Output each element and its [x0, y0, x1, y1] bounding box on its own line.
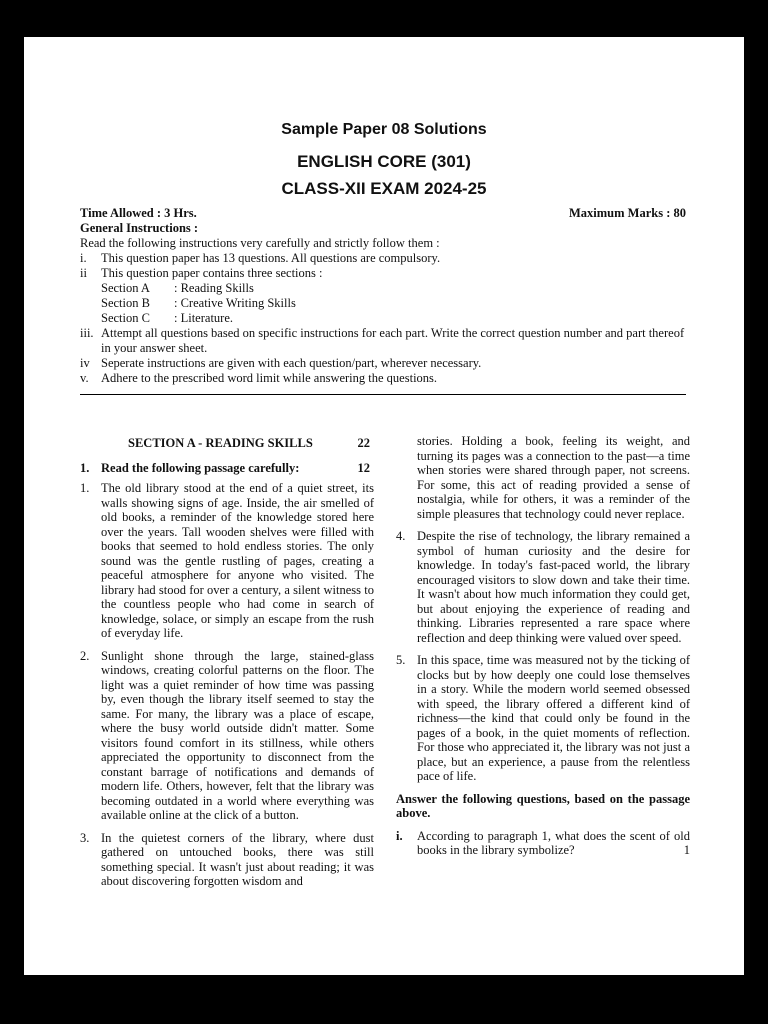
section-a-marks: 22 [357, 436, 370, 450]
passage-paragraph-5: 5. In this space, time was measured not by the ticking of clocks but by how deeply one could lose themselves in a story. While the modern world seemed obsessed with speed, the library offered a different kind of richness—the kind that could only be found in the pages of a book, in the quiet moments of reflection. For those who appreciated it, the library was not just a place, but an experience, a pause from the relentless pace of life. [396, 653, 690, 783]
subject-title: ENGLISH CORE (301) [297, 152, 471, 171]
section-entry: Section C : Literature. [101, 311, 233, 325]
right-column [396, 434, 690, 858]
section-entry: Section B : Creative Writing Skills [101, 296, 296, 310]
instructions-block [80, 206, 686, 386]
instruction-item: iii. Attempt all questions based on specific instructions for each part. Write the correct question number and part thereof in your answer sheet. [80, 326, 685, 355]
time-marks-row [80, 206, 686, 221]
question-i-text: According to paragraph 1, what does the scent of old books in the library symbolize? [417, 828, 690, 857]
instructions-intro: Read the following instructions very carefully and strictly follow them : [80, 236, 440, 250]
time-allowed: Time Allowed : 3 Hrs. [80, 206, 197, 220]
passage-paragraph-4: 4. Despite the rise of technology, the library remained a symbol of human curiosity and the desire for knowledge. In today's fast-paced world, the library encouraged visitors to slow down and take their time. It wasn't about how much information they could get, but about enjoying the experience of reading and thinking. Libraries represented a rare space where reflection and deep thinking were valued over speed. [396, 529, 690, 645]
passage-paragraph-2: 2. Sunlight shone through the large, stained-glass windows, creating colorful patterns on the floor. The light was a quiet reminder of how time was passing by, even though the library itself seemed to stay the same. For many, the library was a place of escape, where the busy world outside didn't matter. Some visitors found comfort in its stillness, while others appreciated the opportunity to disconnect from the constant barrage of notifications and demands of modern life. Others, however, felt that the library was becoming outdated in a world where everything was available online at the click of a button. [80, 648, 374, 822]
passage-paragraph-3-continued: stories. Holding a book, feeling its weight, and turning its pages was a connection to the past—a time when stories were shared through paper, not screens. For some, this act of reading provided a sense of nostalgia, while for others, it was a reminder of the simple pleasures that technology could never replace. [417, 434, 690, 521]
question-1-marks: 12 [357, 460, 370, 475]
instruction-item: v. Adhere to the prescribed word limit while answering the questions. [80, 371, 438, 385]
passage-paragraph-3: 3. In the quietest corners of the library, where dust gathered on untouched books, there was still something special. It wasn't just about reading; it was about discovering forgotten wisdom and [80, 830, 374, 888]
question-i: i. According to paragraph 1, what does the scent of old books in the library symbolize? 1 [396, 828, 690, 857]
question-1-heading: 1. Read the following passage carefully: 12 [80, 461, 374, 476]
instruction-item: iv Seperate instructions are given with each question/part, wherever necessary. [80, 356, 482, 370]
instruction-item: ii This question paper contains three sections : [80, 266, 323, 280]
left-column [80, 436, 374, 897]
exam-title: CLASS-XII EXAM 2024-25 [281, 179, 487, 198]
general-instructions-heading: General Instructions : [80, 221, 199, 235]
instruction-item: i. This question paper has 13 questions. All questions are compulsory. [80, 251, 441, 265]
maximum-marks: Maximum Marks : 80 [569, 206, 686, 220]
passage-paragraph-1: 1. The old library stood at the end of a quiet street, its walls showing signs of age. Inside, the air smelled of old books, a reminder of the knowledge stored here over the years. Tall wooden shelves were filled with books that seemed to hold endless stories. The only sound was the gentle rustling of pages, creating a peaceful atmosphere for anyone who visited. The library had stood for over a century, a silent witness to the countless people who had come in search of knowledge, solace, or simply an escape from the rush of everyday life. [80, 481, 374, 640]
answer-instruction: Answer the following questions, based on the passage above. [396, 791, 690, 820]
document-page [24, 37, 744, 975]
section-a-heading: SECTION A - READING SKILLS 22 [128, 436, 370, 450]
divider [80, 394, 686, 395]
question-i-marks: 1 [683, 843, 690, 857]
paper-title: Sample Paper 08 Solutions [281, 121, 487, 138]
section-entry: Section A : Reading Skills [101, 281, 254, 295]
